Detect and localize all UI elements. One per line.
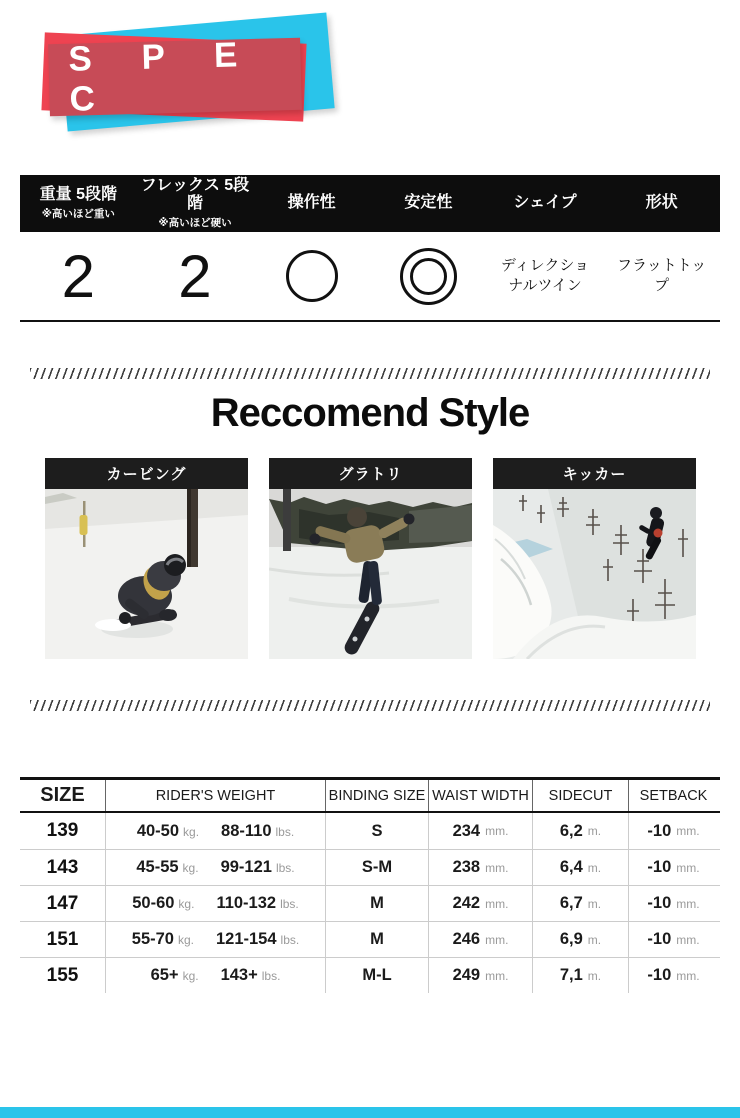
header-size: SIZE xyxy=(40,784,85,806)
stability-rating xyxy=(370,248,487,305)
size-table xyxy=(20,777,720,993)
binding-value: S-M xyxy=(361,858,393,876)
size-value: 147 xyxy=(46,892,79,914)
table-row-151: 151 55-70 kg. 121-154 lbs. M 246 mm. 6,9 m. -10 mm. xyxy=(20,921,720,957)
spec-col-weight xyxy=(20,186,137,221)
spec-col-stability xyxy=(370,194,487,212)
spec-bar-header xyxy=(20,175,720,232)
spec-col-flex xyxy=(137,177,254,231)
double-circle-icon xyxy=(400,248,457,305)
spec-col-stability-title: 安定性 xyxy=(404,194,453,212)
recommend-style-heading: Reccomend Style xyxy=(210,391,530,435)
weight-rating-value: 2 xyxy=(61,242,96,310)
footer-accent-bar xyxy=(0,1107,740,1118)
logo-red-front-shape xyxy=(48,34,302,119)
binding-value: M xyxy=(370,894,384,912)
spec-col-weight-title: 重量 5段階 xyxy=(39,185,117,203)
style-cards xyxy=(45,458,695,659)
size-value: 143 xyxy=(46,856,79,878)
spec-col-shape xyxy=(487,194,604,212)
header-waist-width: WAIST WIDTH xyxy=(428,780,532,811)
binding-value: S xyxy=(371,821,383,840)
style-photo-carving xyxy=(45,489,248,659)
weight-cell: 65+ kg. 143+ lbs. xyxy=(105,958,325,993)
size-table-header xyxy=(20,777,720,813)
hatched-divider xyxy=(30,368,710,379)
spec-col-handling-title: 操作性 xyxy=(287,194,336,212)
header-setback: SETBACK xyxy=(628,780,718,811)
flex-rating-value: 2 xyxy=(178,242,212,310)
style-photo-gratori xyxy=(269,489,472,659)
binding-value: M xyxy=(370,930,384,948)
spec-col-profile xyxy=(603,194,720,212)
style-card-kicker-label: キッカー xyxy=(493,458,696,489)
style-card-carving xyxy=(45,458,248,659)
header-riders-weight: RIDER'S WEIGHT xyxy=(105,780,325,811)
weight-cell: 50-60 kg. 110-132 lbs. xyxy=(105,886,325,921)
style-card-carving-label: カービング xyxy=(45,458,248,489)
single-circle-icon xyxy=(286,250,338,302)
weight-cell: 40-50 kg. 88-110 lbs. xyxy=(105,813,325,849)
weight-cell: 55-70 kg. 121-154 lbs. xyxy=(105,922,325,957)
style-card-kicker xyxy=(493,458,696,659)
handling-rating xyxy=(253,250,370,302)
spec-bar xyxy=(20,175,720,322)
style-card-gratori xyxy=(269,458,472,659)
spec-logo xyxy=(35,18,340,136)
spec-col-shape-title: シェイプ xyxy=(513,194,577,212)
spec-col-profile-title: 形状 xyxy=(645,194,678,212)
table-row-143: 143 45-55 kg. 99-121 lbs. S-M 238 mm. 6,4 m. -10 mm. xyxy=(20,849,720,885)
profile-value: フラットトップ xyxy=(617,256,707,294)
binding-value: M-L xyxy=(362,966,392,984)
spec-col-weight-note: ※高いほど重い xyxy=(41,208,115,221)
spec-col-handling xyxy=(253,194,370,212)
size-value: 139 xyxy=(46,820,79,841)
table-row-139: 139 40-50 kg. 88-110 lbs. S 234 mm. 6,2 m. -10 mm. xyxy=(20,813,720,849)
hatched-divider xyxy=(30,700,710,711)
size-value: 155 xyxy=(46,964,79,986)
size-value: 151 xyxy=(46,928,79,950)
style-card-gratori-label: グラトリ xyxy=(269,458,472,489)
header-sidecut: SIDECUT xyxy=(532,780,628,811)
spec-logo-text: S P E C xyxy=(67,34,258,119)
weight-cell: 45-55 kg. 99-121 lbs. xyxy=(105,850,325,885)
shape-value: ディレクショナルツイン xyxy=(500,256,590,294)
style-photo-kicker xyxy=(493,489,696,659)
table-row-155: 155 65+ kg. 143+ lbs. M-L 249 mm. 7,1 m. -10 mm. xyxy=(20,957,720,993)
spec-col-flex-note: ※高いほど硬い xyxy=(158,217,232,230)
header-binding-size: BINDING SIZE xyxy=(325,780,428,811)
table-row-147: 147 50-60 kg. 110-132 lbs. M 242 mm. 6,7 m. -10 mm. xyxy=(20,885,720,921)
spec-bar-values xyxy=(20,232,720,322)
spec-col-flex-title: フレックス 5段階 xyxy=(140,176,250,212)
